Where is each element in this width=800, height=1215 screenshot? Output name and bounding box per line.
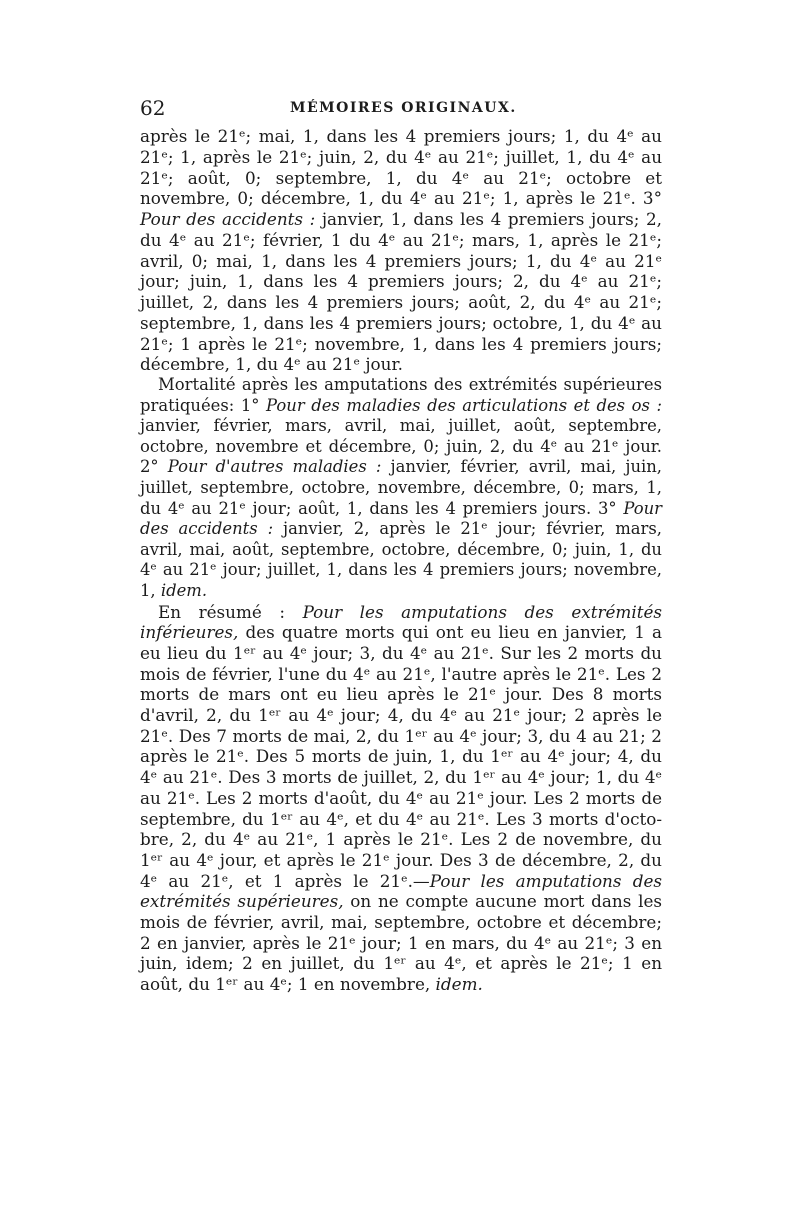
text-segment: des quatre morts qui ont eu lieu en janvier, 1 a eu lieu du 1ᵉʳ au 4ᵉ jour; 3, du 4ᵉ au 21ᵉ. Sur les 2 morts du mois de février, l'une du 4ᵉ au 21ᵉ, l'autre après le 21ᵉ. Les 2 morts de mars ont eu lieu après le 21ᵉ jour. Des 8 morts d'avril, 2, du 1ᵉʳ au 4ᵉ jour; 4, du 4ᵉ au 21ᵉ jour; 2 après le 21ᵉ. Des 7 morts de mai, 2, du 1ᵉʳ au 4ᵉ jour; 3, du 4 au 21; 2 après le 21ᵉ. Des 5 morts de juin, 1, du 1ᵉʳ au 4ᵉ jour; 4, du 4ᵉ au 21ᵉ. Des 3 morts de juillet, 2, du 1ᵉʳ au 4ᵉ jour; 1, du 4ᵉ au 21ᵉ. Les 2 morts d'août, du 4ᵉ au 21ᵉ jour. Les 2 morts de septembre, du 1ᵉʳ au 4ᵉ, et du 4ᵉ au 21ᵉ. Les 3 morts d'octobre, 2, du 4ᵉ au 21ᵉ, 1 après le 21ᵉ. Les 2 de novembre, du 1ᵉʳ au 4ᵉ jour, et après le 21ᵉ jour. Des 3 de décembre, 2, du 4ᵉ au 21ᵉ, et 1 après le 21ᵉ.— (140, 622, 662, 891)
italic-segment: Pour les amputations des extrémités supérieures, (140, 870, 662, 912)
text-segment: après le 21ᵉ; mai, 1, dans les 4 premiers jours; 1, du 4ᵉ au 21ᵉ; 1, après le 21ᵉ; juin, 2, du 4ᵉ au 21ᵉ; juillet, 1, du 4ᵉ au 21ᵉ; août, 0; septembre, 1, du 4ᵉ au 21ᵉ; octobre et novembre, 0; décembre, 1, du 4ᵉ au 21ᵉ; 1, après le 21ᵉ. 3° (140, 126, 662, 209)
text-segment: Mortalité après les amputations des extrémités supérieures pratiquées: 1° (140, 375, 662, 415)
paragraph-2 (140, 375, 662, 602)
italic-segment: Pour d'autres maladies : (167, 457, 382, 477)
text-segment: En résumé : (158, 601, 303, 622)
paragraph-3 (140, 602, 662, 995)
italic-segment: Pour des accidents : (140, 209, 316, 229)
text-segment: janvier, 1, dans les 4 premiers jours; 2, du 4ᵉ au 21ᵉ; février, 1 du 4ᵉ au 21ᵉ; mars, 1, après le 21ᵉ; avril, 0; mai, 1, dans les 4 premiers jours; 1, du 4ᵉ au 21ᵉ jour; juin, 1, dans les 4 premiers jours; 2, du 4ᵉ au 21ᵉ; juillet, 2, dans les 4 premiers jours; août, 2, du 4ᵉ au 21ᵉ; septembre, 1, dans les 4 premiers jours; octobre, 1, du 4ᵉ au 21ᵉ; 1 après le 21ᵉ; novembre, 1, dans les 4 premiers jours; décembre, 1, du 4ᵉ au 21ᵉ jour. (140, 209, 662, 375)
page-number: 62 (140, 96, 166, 120)
italic-segment: Pour des maladies des articulations et des os : (266, 395, 662, 415)
text-segment: on ne compte aucune mort dans les mois de février, avril, mai, septembre, octobre et décembre; 2 en janvier, après le 21ᵉ jour; 1 en mars, du 4ᵉ au 21ᵉ; 3 en juin, idem; 2 en juillet, du 1ᵉʳ au 4ᵉ, et après le 21ᵉ; 1 en août, du 1ᵉʳ au 4ᵉ; 1 en novembre, (140, 891, 662, 995)
text-segment: janvier, février, mars, avril, mai, juillet, août, septembre, octobre, novembre et décembre, 0; juin, 2, du 4ᵉ au 21ᵉ jour. 2° (140, 416, 662, 477)
running-head: MÉMOIRES ORIGINAUX. (290, 100, 517, 116)
text-segment: janvier, 2, après le 21ᵉ jour; février, mars, avril, mai, août, septembre, octobre, décembre, 0; juin, 1, du 4ᵉ au 21ᵉ jour; juillet, 1, dans les 4 premiers jours; novembre, 1, (140, 519, 662, 600)
text-segment: janvier, février, avril, mai, juin, juillet, septembre, octobre, novembre, décembre, 0; mars, 1, du 4ᵉ au 21ᵉ jour; août, 1, dans les 4 premiers jours. 3° (140, 457, 663, 518)
page-header (140, 96, 662, 124)
italic-segment: Pour des accidents : (140, 498, 662, 539)
body-text (140, 126, 662, 995)
italic-segment: idem. (435, 974, 483, 995)
italic-segment: Pour les amputations des extrémités inférieures, (140, 601, 662, 643)
italic-segment: idem. (160, 580, 208, 600)
paragraph-1 (140, 126, 662, 375)
